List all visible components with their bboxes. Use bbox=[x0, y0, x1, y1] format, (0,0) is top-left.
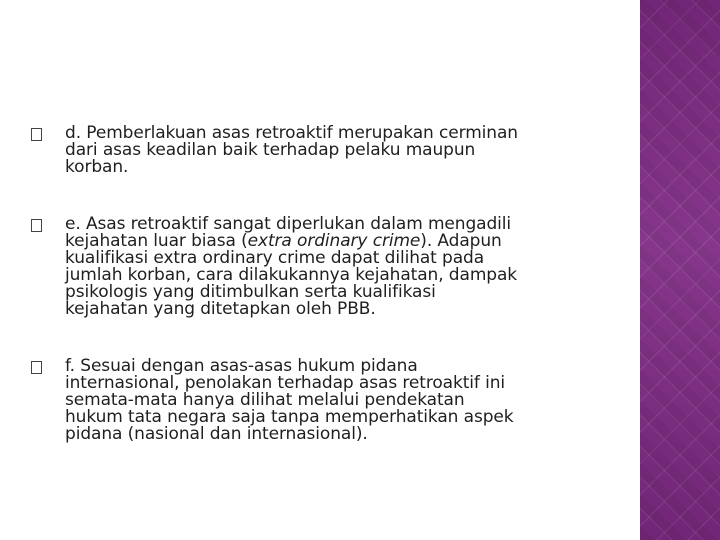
decorative-side-panel bbox=[640, 0, 720, 540]
bullet-list bbox=[28, 125, 628, 443]
checkbox-square-icon bbox=[31, 128, 42, 141]
bullet-item-f bbox=[28, 358, 628, 443]
bullet-e-line-2-before: kejahatan luar biasa ( bbox=[65, 231, 248, 251]
checkbox-square-icon bbox=[31, 361, 42, 374]
bullet-d-line-3: korban. bbox=[65, 157, 129, 177]
bullet-e-line-4: jumlah korban, cara dilakukannya kejahatan, dampak bbox=[65, 265, 518, 285]
bullet-f-line-4: hukum tata negara saja tanpa memperhatikan aspek bbox=[65, 407, 514, 427]
bullet-f-line-3: semata-mata hanya dilihat melalui pendekatan bbox=[65, 390, 465, 410]
bullet-item-d bbox=[28, 125, 628, 176]
bullet-d-line-2: dari asas keadilan baik terhadap pelaku maupun bbox=[65, 140, 476, 160]
bullet-e-line-2-after: ). Adapun bbox=[420, 231, 502, 251]
bullet-item-e bbox=[28, 216, 628, 318]
bullet-e-emphasis: extra ordinary crime bbox=[247, 231, 421, 251]
bullet-d-line-1: d. Pemberlakuan asas retroaktif merupakan cerminan bbox=[65, 123, 518, 143]
bullet-e-line-5: psikologis yang ditimbulkan serta kualifikasi bbox=[65, 282, 436, 302]
bullet-f-line-1: f. Sesuai dengan asas-asas hukum pidana bbox=[65, 356, 418, 376]
bullet-e-line-3: kualifikasi extra ordinary crime dapat dilihat pada bbox=[65, 248, 485, 268]
bullet-f-line-2: internasional, penolakan terhadap asas retroaktif ini bbox=[65, 373, 505, 393]
bullet-e-line-1: e. Asas retroaktif sangat diperlukan dalam mengadili bbox=[65, 214, 512, 234]
bullet-e-line-6: kejahatan yang ditetapkan oleh PBB. bbox=[65, 299, 376, 319]
checkbox-square-icon bbox=[31, 219, 42, 232]
bullet-f-line-5: pidana (nasional dan internasional). bbox=[65, 424, 368, 444]
